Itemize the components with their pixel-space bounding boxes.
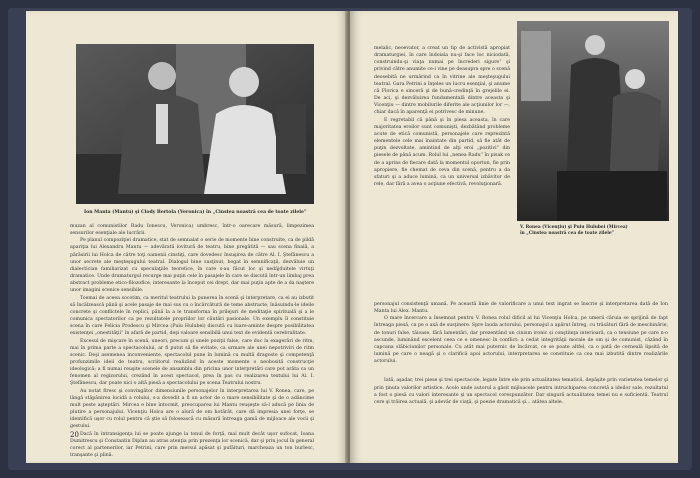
left-photo [76,44,314,204]
left-paragraph: Au notat firesc şi convingător dimensiunile personajelor în interpretarea lui V. Ronea, care, pe lângă stăpânirea lucidă a rolului, s-a dovedit a fi un actor de o mare sensibilitate şi de o adâncime mult peste aşteptări. Mircea e bine întocmit, preocuparea lui Mantu reuşeşte să-l aducă pe linia de plutire a personajului. Vicenţiu Holca are o alură de om hotărât, care dă impresia unei forţe, se identifică uşor cu rolul pentru că ştie să folosească cu măsură întreaga gamă de mijloace ale vocii şi gestului. [70,388,314,430]
right-photo [517,21,669,221]
right-page [350,11,678,463]
right-photo-caption-line2: în „Cinstea noastră cea de toate zilele” [520,231,615,236]
right-paragraph: personajul consistenţă umană. Pe această linie de valorificare a unui text ingrat se înscrie şi interpretarea dată de Ion Manta lui Alex. Mantu. [374,302,668,315]
right-paragraph: Iată, aşadar, trei piese şi trei spectacole, legate între ele prin actualitatea tematicii, depăşite prin varietatea temelor şi prin ţinuta valorilor artistice. Acolo unde autorul a găsit mijloacele pentru intruchiparea concretă a ideilor sale, rezultatul a fost o piesă cu valori interesante şi un spectacol corespunzător. Dar singură actualitatea temei nu e suficientă. Teatrul cere şi trăirea actuală, şi adevăr de viaţă, şi poezie dramatică şi... atâtea altele. [374,378,668,405]
right-paragraph: melalic, neoevator, a creat un tip de activistă apropiat dramaturgiei, în care îndoiala nu-şi face loc niciodată, construindu-şi viaţa numai pe încrederi sigure” şi privind către anumite ce-i vine pe deasupra spre o scenă deosebită ne urmărind ca în vitrine ale meşteşugului teatral. Gara Petrini a înţeles un lucru esenţial, şi anume că Florica e sinceră şi de bună-credinţă în grejelile ei. De aci, şi dezvăluirea fundamentală dintre aceasta şi Vicenţiu — dintre mobilurile diferite ale acţiunilor lor —, chiar dacă în aparenţă ei potrivesc de minune. [374,46,510,116]
left-photo-caption: Ion Manta (Mantu) şi Clody Bertola (Veronica) în „Cinstea noastră cea de toate zilele” [84,210,307,215]
left-page [26,11,348,463]
left-paragraph: muzan al comunistilor Radu Ionescu, Veronica) umbresc, într-o oarecare măsură, limpezimea sensurilor esenţiale ale lucrării. [70,224,314,237]
right-body-text [374,301,668,406]
page-number: 20 [70,431,79,439]
right-photo-image [517,21,669,221]
right-column-text [374,45,510,299]
left-body-text [70,223,314,459]
left-paragraph: Pe planul compoziţiei dramatice, stat de semnalat o serie de momente bine construite, ca de pildă apariţia lui Alexandru Mantu — adevărată lovitură de teatru, bine pregătită — sau scena finală, a părăsirii lui Holca de către toţi oamenii cinstiţi, care dovedesc însuşirea de către Al. I. Ştefănescu a unor secrete ale meşteşugului teatral. Dialogul bine susţinut, bogat în semnificaţii, dezvăluie un dialectician familiarizat cu speculaţiile teoretice, în care s-au făcut loc şi nedăjduitele virtuţi dramatice. Unde dramaturgul recurge mai puţin cele în pasajele în care se discută într-un limbaj prea abstract probleme etico-filozofice, interesante la început cei drept, dar mai puţin apte de a da naştere unor imagini scenice sensibile. [70,238,314,294]
left-photo-image [76,44,314,204]
right-paragraph: E regretabil că până şi în piesa aceasta, în care majoritatea eroilor sunt comunişti, dezbătând probleme acute de etică comunistă, personajele care reprezintă elementele cele mai înaintate din partid, să fie atât de puţin dezvoltate, amintind de alţi eroi „pozitivi” din piesele de până acum. Rolul lui „nenea Radu” în pisak ce de a aprins de fiecare dată la momentul oportun, fie prin apropiere, fie chemat de ceva din scenă, pentru a da sfaturi şi a aduce lumină, ca un universal izbăvitor de rele, dar fără a avea o acţiune efectivă, revoluţionară. [374,117,510,187]
right-paragraph: O mare încercare a însemnat pentru V. Ronea rolul dificil al lui Vicenţiu Holca, pe umerii căruia se sprijină de fapt întreaga piesă, ca pe o axă de susţinere. Spre lauda actorului, personajul a apărut întreg, cu trăsături fără de meschinărie, de tonuri false, tăioase, fără lamentări, dar prezentând un cinism ironic și conştiinţa interioară, ca o tensiune pe care n-o ascunde, luminând excelent ceea ce e omenesc în conflict: a cedat integrităţii morale de om şi de comunist, căzând în capcana slăbiciunilor personale. Cu atât mai puternic de încărcat, ce se poate altfel, ca o pată de cerneală lipsită de lumină pe care o neagă şi o clarifică apoi actorului, interpretarea se constituie ca cea mai izbutită dintre realizările actorului. [374,316,668,365]
left-paragraph: Dacă în intransigenţa lui se poate ajunge la tonul de forţă, mai mult decât uşor sufocat, Ioana Dumitrescu şi Constantin Diplan au atras atenţia prin prezenţa lor scenică, dar şi prin jocul în general corect al partenerilor, iar Petrini, care prin mersul apăsat şi pufăituri, marcheaza un ton burlesc, tranşante şi plină. [70,431,314,458]
left-paragraph: Toemai de aceea socotim, ca meritul teatrului la punerea în scenă şi interpretare, ca ei au izbutit să încălzească până şi acele pasaje de mai sus cu o încărcătură de teme abstracte, înăsuindu-le ideile concrete şi conflictele în replici, până la a le transforma în prilejuri de meditaţie spirituală şi a le comunica spectatorilor ca pe rezultatele propriilor lor căutări pasionale. Un exemplu îl constituie scena în care Felicia Prodescu şi Mircea (Puiu Hulubei) discută cu luare-aminte despre posibilitatea existenţei „onestităţii” în afară de partid, deşi valoare sensibilă unui text de evidentă cerebralitate. [70,295,314,337]
right-photo-caption-line1: V. Ronea (Vicenţiu) şi Puiu Hulubei (Mircea) [520,225,628,230]
left-paragraph: Excesul de mişcare în scenă, uneori, precum şi unele poziţii false, care duc la exagerări de ritm, mai în prima parte a spectacolului, ar fi putut să fie evitate, ca urmare ale unei nepotriviri de ritm scenic. Deşi asemenea inconveniente, spectacolul pune în lumină cu multă dragoste şi competenţă profunzimile ideii de teatru, scriitorul realizând în aceste momente o neobosită construcţie ideologică; a fi numai reuşite scenele de ansamblu din pricina unor interpretări care pot arăta ca un fenomen al regizorului, crezând în acest spectacol, prea în pas cu realizarea textului lui Al. I. Ştefănescu, dar poate nici o altă piesă a spectacolului pe scena Teatrului nostru. [70,338,314,387]
